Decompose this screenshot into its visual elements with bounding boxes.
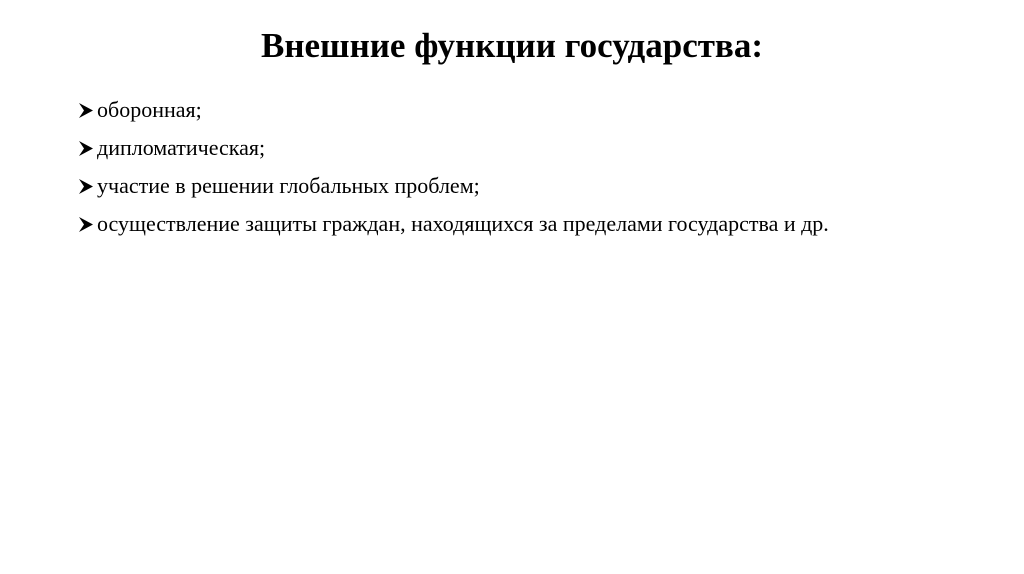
list-item-text: осуществление защиты граждан, находящихся за пределами государства и др. [97, 211, 829, 236]
list-item [78, 210, 958, 238]
slide-title: Внешние функции государства: [261, 26, 763, 65]
list-item-text: оборонная; [97, 97, 202, 122]
list-item [78, 134, 958, 162]
arrowhead-bullet-icon [78, 134, 96, 162]
arrowhead-bullet-icon [78, 96, 96, 124]
list-item [78, 172, 958, 200]
arrowhead-bullet-icon [78, 210, 96, 238]
list-item-text: дипломатическая; [97, 135, 266, 160]
list-item-text: участие в решении глобальных проблем; [97, 173, 480, 198]
list-item [78, 96, 958, 124]
bullet-list [78, 96, 958, 248]
arrowhead-bullet-icon [78, 172, 96, 200]
